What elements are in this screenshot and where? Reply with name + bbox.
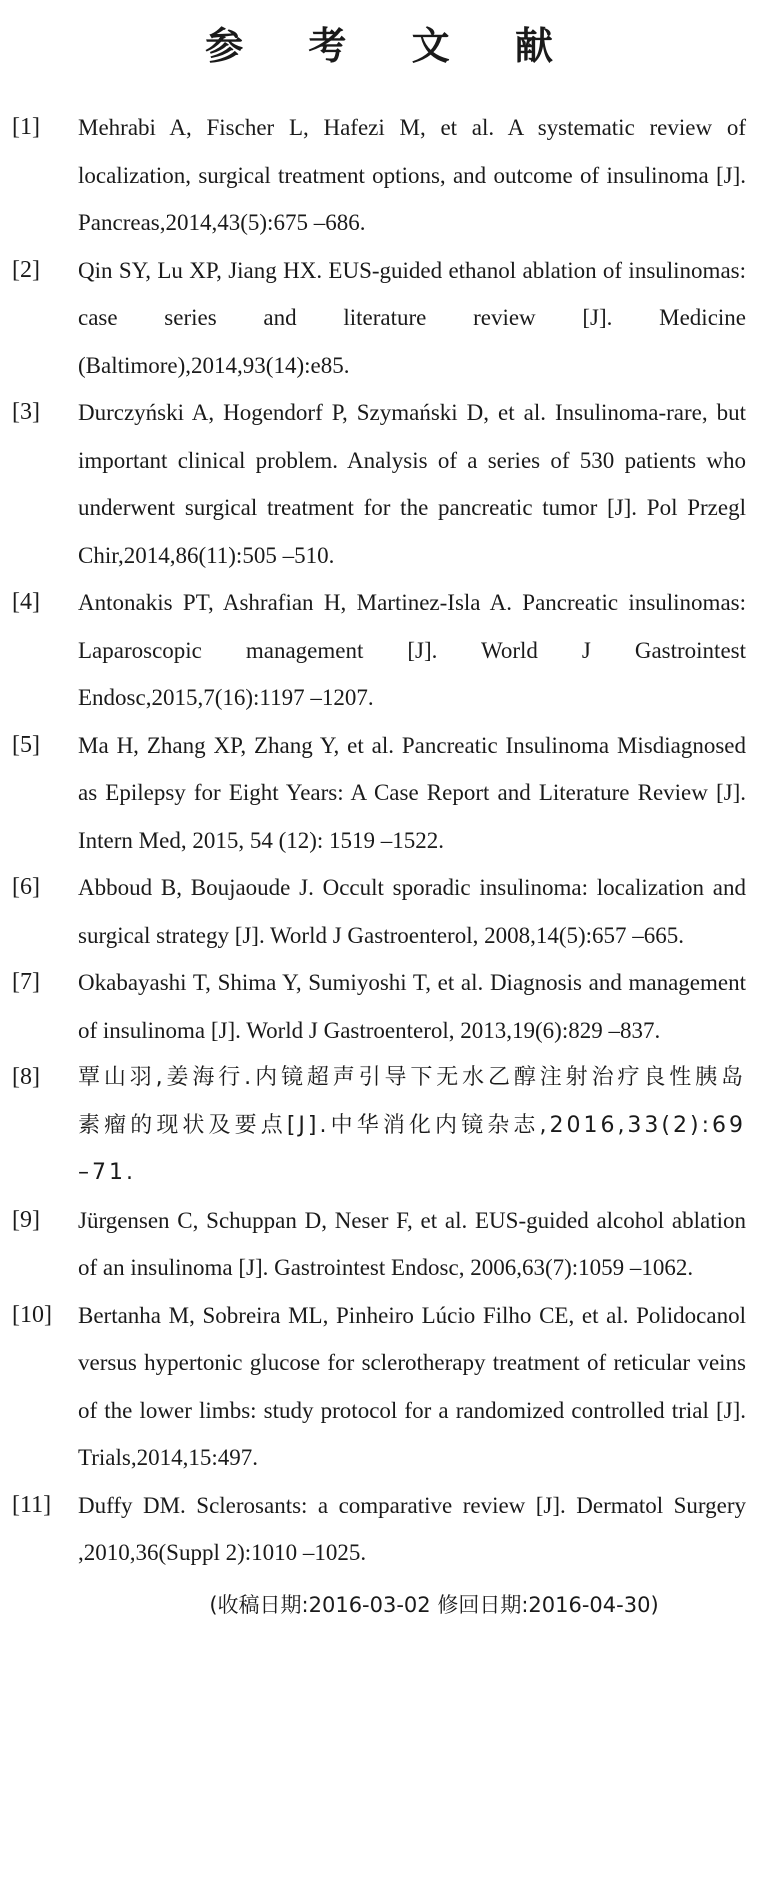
reference-item [12, 104, 746, 247]
reference-text: Okabayashi T, Shima Y, Sumiyoshi T, et al. Diagnosis and management of insulinoma [J]. World J Gastroenterol, 2013,19(6):829 –837. [78, 970, 746, 1043]
reference-text: Mehrabi A, Fischer L, Hafezi M, et al. A systematic review of localization, surgical treatment options, and outcome of insulinoma [J]. Pancreas,2014,43(5):675 –686. [78, 115, 746, 235]
reference-item [12, 1054, 746, 1197]
reference-number: [9] [12, 1206, 40, 1233]
reference-item [12, 247, 746, 390]
reference-list [12, 104, 746, 1577]
reference-item [12, 1482, 746, 1577]
reference-text: Jürgensen C, Schuppan D, Neser F, et al. EUS-guided alcohol ablation of an insulinoma [J]. Gastrointest Endosc, 2006,63(7):1059 –1062. [78, 1207, 746, 1280]
reference-number: [6] [12, 874, 40, 900]
reference-item [12, 722, 746, 865]
reference-text: Abboud B, Boujaoude J. Occult sporadic insulinoma: localization and surgical strategy [J]. World J Gastroenterol, 2008,14(5):657 –665. [78, 875, 746, 948]
reference-text: 覃山羽,姜海行.内镜超声引导下无水乙醇注射治疗良性胰岛素瘤的现状及要点[J].中华消化内镜杂志,2016,33(2):69 –71. [78, 1065, 746, 1185]
reference-number: [3] [12, 399, 40, 425]
reference-number: [5] [12, 731, 40, 758]
reference-item [12, 389, 746, 579]
reference-text: Ma H, Zhang XP, Zhang Y, et al. Pancreatic Insulinoma Misdiagnosed as Epilepsy for Eight Years: A Case Report and Literature Review [J]. Intern Med, 2015, 54 (12): 1519 –1522. [78, 732, 746, 853]
reference-text: Bertanha M, Sobreira ML, Pinheiro Lúcio Filho CE, et al. Polidocanol versus hypertonic glucose for sclerotherapy treatment of reticular veins of the lower limbs: study protocol for a randomized controlled trial [J]. Trials,2014,15:497. [78, 1302, 746, 1470]
reference-number: [7] [12, 969, 40, 995]
reference-number: [10] [12, 1301, 52, 1328]
reference-item [12, 1292, 746, 1482]
received-revised-dates: (收稿日期:2016-03-02 修回日期:2016-04-30) [209, 1592, 659, 1617]
reference-number: [2] [12, 256, 40, 283]
reference-item [12, 864, 746, 959]
reference-text: Duffy DM. Sclerosants: a comparative review [J]. Dermatol Surgery ,2010,36(Suppl 2):1010 –1025. [78, 1492, 746, 1565]
reference-text: Qin SY, Lu XP, Jiang HX. EUS-guided ethanol ablation of insulinomas: case series and literature review [J]. Medicine (Baltimore),2014,93(14):e85. [78, 257, 746, 378]
reference-number: [1] [12, 114, 40, 140]
reference-item [12, 1197, 746, 1292]
reference-number: [8] [12, 1064, 40, 1090]
page-title: 参 考 文 献 [205, 24, 579, 68]
reference-text: Durczyński A, Hogendorf P, Szymański D, et al. Insulinoma-rare, but important clinical problem. Analysis of a series of 530 patients who underwent surgical treatment for the pancreatic tumor [J]. Pol Przegl Chir,2014,86(11):505 –510. [78, 400, 746, 568]
reference-text: Antonakis PT, Ashrafian H, Martinez-Isla A. Pancreatic insulinomas: Laparoscopic management [J]. World J Gastrointest Endosc,2015,7(16):1197 –1207. [78, 590, 746, 710]
reference-number: [4] [12, 589, 40, 615]
reference-item [12, 959, 746, 1054]
reference-number: [11] [12, 1491, 52, 1518]
reference-item [12, 579, 746, 722]
